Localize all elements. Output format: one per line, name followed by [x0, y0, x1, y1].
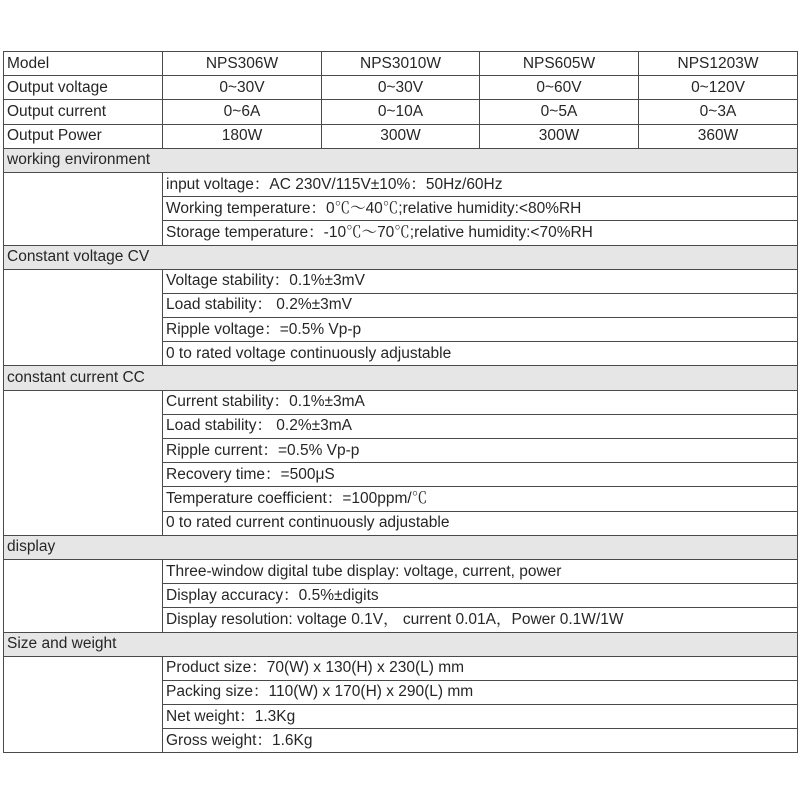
- row-label: Output current: [4, 100, 163, 124]
- spec-item: Load stability： 0.2%±3mA: [163, 414, 798, 438]
- model-value-cell: NPS1203W: [639, 52, 798, 76]
- section-title: constant current CC: [4, 366, 798, 390]
- section-header-row: [4, 535, 798, 559]
- spec-item: Ripple current：=0.5% Vp-p: [163, 439, 798, 463]
- model-value-cell: 0~30V: [322, 76, 480, 100]
- spec-item: Gross weight：1.6Kg: [163, 729, 798, 753]
- spec-item: Recovery time：=500μS: [163, 463, 798, 487]
- model-value-cell: 360W: [639, 124, 798, 148]
- section-title: working environment: [4, 148, 798, 172]
- model-value-cell: 180W: [163, 124, 322, 148]
- model-value-cell: 0~5A: [480, 100, 639, 124]
- section-header-row: [4, 632, 798, 656]
- spec-table: [3, 51, 798, 753]
- spec-item: Net weight：1.3Kg: [163, 705, 798, 729]
- section-title: Size and weight: [4, 632, 798, 656]
- section-header-row: [4, 148, 798, 172]
- spec-item: Display resolution: voltage 0.1V， current 0.01A，Power 0.1W/1W: [163, 608, 798, 632]
- model-value-cell: 300W: [480, 124, 639, 148]
- spec-item: Storage temperature：-10℃～70℃;relative humidity:<70%RH: [163, 221, 798, 245]
- spec-item: Temperature coefficient：=100ppm/℃: [163, 487, 798, 511]
- row-label: Output Power: [4, 124, 163, 148]
- spec-item: Packing size：110(W) x 170(H) x 290(L) mm: [163, 680, 798, 704]
- model-value-cell: 0~3A: [639, 100, 798, 124]
- model-value-cell: 0~30V: [163, 76, 322, 100]
- model-value-cell: 300W: [322, 124, 480, 148]
- section-blank-cell: [4, 172, 163, 245]
- spec-row: [4, 124, 798, 148]
- spec-item-row: [4, 172, 798, 196]
- section-header-row: [4, 245, 798, 269]
- spec-item: Display accuracy：0.5%±digits: [163, 584, 798, 608]
- model-value-cell: 0~60V: [480, 76, 639, 100]
- spec-item-row: [4, 269, 798, 293]
- model-value-cell: NPS605W: [480, 52, 639, 76]
- section-blank-cell: [4, 269, 163, 366]
- spec-item: Voltage stability：0.1%±3mV: [163, 269, 798, 293]
- spec-item: Ripple voltage：=0.5% Vp-p: [163, 318, 798, 342]
- spec-item: Current stability：0.1%±3mA: [163, 390, 798, 414]
- spec-item: 0 to rated voltage continuously adjustable: [163, 342, 798, 366]
- model-value-cell: 0~6A: [163, 100, 322, 124]
- spec-item: input voltage：AC 230V/115V±10%：50Hz/60Hz: [163, 172, 798, 196]
- section-blank-cell: [4, 656, 163, 753]
- section-blank-cell: [4, 559, 163, 632]
- spec-item: Product size：70(W) x 130(H) x 230(L) mm: [163, 656, 798, 680]
- model-value-cell: NPS3010W: [322, 52, 480, 76]
- model-value-cell: 0~120V: [639, 76, 798, 100]
- spec-row: [4, 76, 798, 100]
- spec-item: 0 to rated current continuously adjustable: [163, 511, 798, 535]
- model-value-cell: NPS306W: [163, 52, 322, 76]
- section-title: Constant voltage CV: [4, 245, 798, 269]
- spec-item: Working temperature：0℃～40℃;relative humidity:<80%RH: [163, 197, 798, 221]
- spec-row: [4, 52, 798, 76]
- spec-row: [4, 100, 798, 124]
- section-header-row: [4, 366, 798, 390]
- spec-item: Load stability： 0.2%±3mV: [163, 293, 798, 317]
- spec-item-row: [4, 559, 798, 583]
- row-label: Model: [4, 52, 163, 76]
- spec-item-row: [4, 390, 798, 414]
- row-label: Output voltage: [4, 76, 163, 100]
- spec-item: Three-window digital tube display: voltage, current, power: [163, 559, 798, 583]
- spec-item-row: [4, 656, 798, 680]
- model-value-cell: 0~10A: [322, 100, 480, 124]
- section-blank-cell: [4, 390, 163, 535]
- section-title: display: [4, 535, 798, 559]
- spec-table-body: [4, 52, 798, 753]
